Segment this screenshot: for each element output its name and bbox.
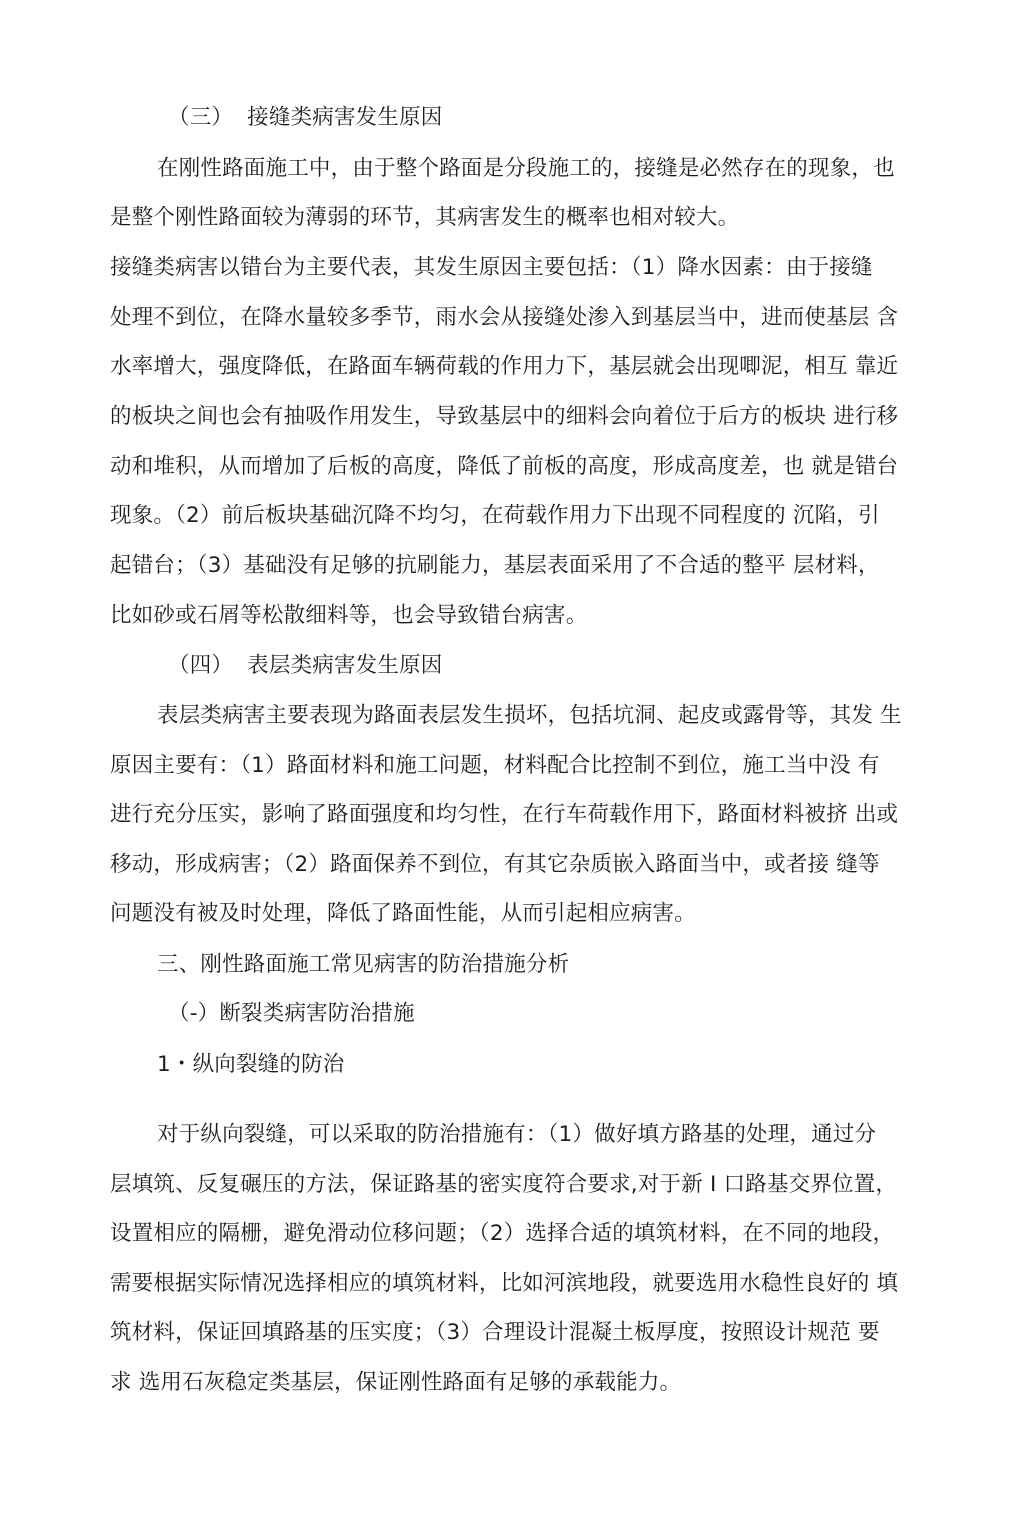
text-line: 动和堆积，从而增加了后板的高度，降低了前板的高度，形成高度差，也 就是错台 — [110, 454, 899, 479]
item-heading: 1・纵向裂缝的防治 — [157, 1052, 345, 1077]
text-line: 移动，形成病害；（2）路面保养不到位，有其它杂质嵌入路面当中，或者接 缝等 — [110, 852, 880, 877]
text-line: 原因主要有：（1）路面材料和施工问题，材料配合比控制不到位，施工当中没 有 — [110, 753, 880, 778]
chapter-3-heading: 三、刚性路面施工常见病害的防治措施分析 — [157, 952, 570, 977]
text-line: 的板块之间也会有抽吸作用发生，导致基层中的细料会向着位于后方的板块 进行移 — [110, 404, 899, 429]
text-line: 水率增大，强度降低，在路面车辆荷载的作用力下，基层就会出现唧泥，相互 靠近 — [110, 354, 899, 379]
text-line: 对于纵向裂缝，可以采取的防治措施有：（1）做好填方路基的处理，通过分 — [157, 1122, 877, 1147]
text-line: 在刚性路面施工中，由于整个路面是分段施工的，接缝是必然存在的现象，也 — [157, 156, 895, 181]
text-line: 现象。（2）前后板块基础沉降不均匀，在荷载作用力下出现不同程度的 沉陷，引 — [110, 503, 880, 528]
text-line: 需要根据实际情况选择相应的填筑材料，比如河滨地段，就要选用水稳性良好的 填 — [110, 1271, 899, 1296]
text-line: 接缝类病害以错台为主要代表，其发生原因主要包括：（1）降水因素：由于接缝 — [110, 255, 873, 280]
text-line: 是整个刚性路面较为薄弱的环节，其病害发生的概率也相对较大。 — [110, 205, 740, 230]
subsection-heading: （-）断裂类病害防治措施 — [168, 1001, 415, 1026]
text-line: 表层类病害主要表现为路面表层发生损坏，包括坑洞、起皮或露骨等，其发 生 — [157, 703, 902, 728]
text-line: 筑材料，保证回填路基的压实度；（3）合理设计混凝土板厚度，按照设计规范 要 — [110, 1320, 880, 1345]
text-line: 层填筑、反复碾压的方法，保证路基的密实度符合要求,对于新 I 口路基交界位置， — [110, 1172, 898, 1197]
text-line: 比如砂或石屑等松散细料等，也会导致错台病害。 — [110, 603, 588, 628]
text-line: 求 选用石灰稳定类基层，保证刚性路面有足够的承载能力。 — [110, 1370, 682, 1395]
text-line: 处理不到位，在降水量较多季节，雨水会从接缝处渗入到基层当中，进而使基层 含 — [110, 305, 899, 330]
section-4-heading: （四） 表层类病害发生原因 — [168, 653, 443, 678]
text-line: 问题没有被及时处理，降低了路面性能，从而引起相应病害。 — [110, 901, 696, 926]
text-line: 进行充分压实，影响了路面强度和均匀性，在行车荷载作用下，路面材料被挤 出或 — [110, 802, 899, 827]
text-line: 起错台；（3）基础没有足够的抗刷能力，基层表面采用了不合适的整平 层材料， — [110, 553, 880, 578]
text-line: 设置相应的隔栅，避免滑动位移问题；（2）选择合适的填筑材料，在不同的地段， — [110, 1221, 895, 1246]
section-3-heading: （三） 接缝类病害发生原因 — [168, 105, 443, 130]
